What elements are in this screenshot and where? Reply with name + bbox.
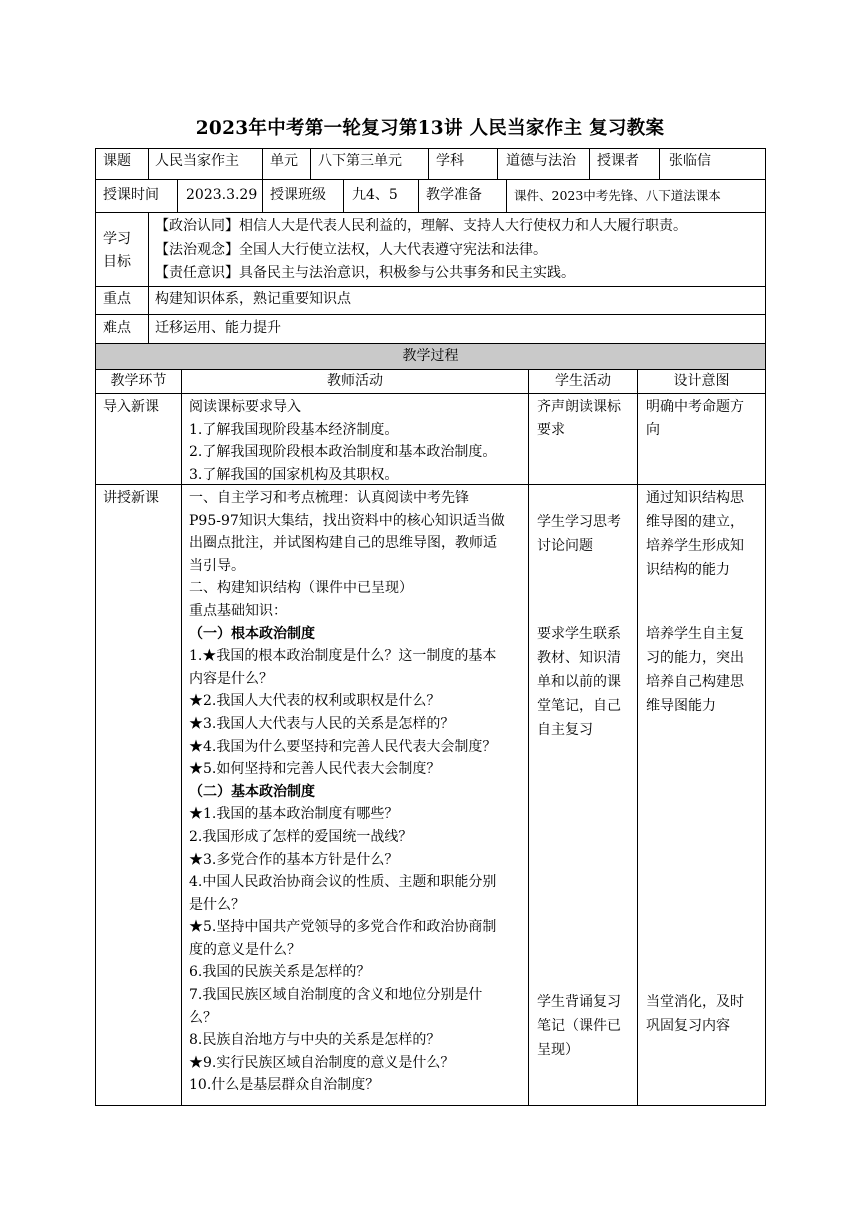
goal-item: 【政治认同】相信人大是代表人民利益的，理解、支持人大行使权力和人大履行职责。 (155, 218, 687, 234)
intent-line: 维导图的建立， (646, 514, 744, 530)
intro-intent-line: 向 (646, 421, 660, 438)
goals-label-line-1: 学习 (103, 231, 131, 247)
intro-student-line: 齐声朗读课标 (537, 399, 621, 415)
lecture-teacher-line: ★5.坚持中国共产党领导的多党合作和政治协商制 (189, 919, 497, 936)
process-banner: 教学过程 (402, 348, 459, 364)
lecture-teacher-line: P95-97知识大集结，找出资料中的核心知识适当做 (189, 512, 505, 529)
student-line: 单和以前的课 (537, 674, 621, 690)
lecture-teacher-line: 二、构建知识结构（课件中已呈现） (189, 580, 413, 597)
student-line: 学生背诵复习 (537, 994, 621, 1010)
section-heading: （二）基本政治制度 (189, 783, 315, 800)
lecture-teacher-line: ★9.实行民族区域自治制度的意义是什么？ (189, 1054, 455, 1071)
goal-item: 【法治观念】全国人大行使立法权，人大代表遵守宪法和法律。 (155, 241, 547, 258)
lecture-student-activity-3 (529, 990, 637, 1062)
intro-teacher-line: 3.了解我国的国家机构及其职权。 (189, 466, 399, 483)
student-line: 学生学习思考 (537, 514, 621, 530)
prep-value: 课件、2023中考先锋、八下道法课本 (514, 188, 721, 203)
difficulty-label: 难点 (103, 320, 131, 336)
lecture-student-activity-1 (529, 510, 637, 558)
intro-intent-line: 明确中考命题方 (646, 399, 744, 415)
lecture-teacher-line: 是什么？ (189, 896, 245, 913)
lecture-teacher-activity (182, 487, 528, 1097)
lecture-teacher-line: 内容是什么？ (189, 670, 273, 687)
intro-teacher-line: 1.了解我国现阶段基本经济制度。 (189, 421, 399, 438)
lecture-teacher-line: 10.什么是基层群众自治制度？ (189, 1077, 380, 1094)
goals-label-line-2: 目标 (103, 253, 131, 270)
lecture-teacher-line: 8.民族自治地方与中央的关系是怎样的？ (189, 1032, 441, 1049)
teacher-value: 张临信 (669, 153, 711, 169)
unit-label: 单元 (270, 153, 298, 169)
lecture-teacher-line: ★1.我国的基本政治制度有哪些？ (189, 806, 399, 823)
lecture-teacher-line: ★2.我国人大代表的权利或职权是什么？ (189, 693, 441, 710)
document-title: 2023年中考第一轮复习第13讲 人民当家作主 复习教案 (195, 118, 665, 139)
lecture-teacher-line: 么？ (189, 1009, 217, 1026)
subject-label: 学科 (436, 153, 464, 169)
class-label: 授课班级 (270, 187, 326, 203)
intent-line: 通过知识结构思 (646, 490, 744, 506)
intent-line: 识结构的能力 (646, 562, 730, 578)
lecture-student-activity-2 (529, 622, 637, 742)
teacher-label: 授课者 (597, 153, 639, 169)
subject-value: 道德与法治 (506, 153, 576, 169)
key-point-text: 构建知识体系，熟记重要知识点 (155, 291, 351, 307)
topic-label: 课题 (103, 153, 131, 169)
lecture-teacher-line: 度的意义是什么？ (189, 941, 301, 958)
column-header: 教师活动 (327, 373, 383, 389)
lecture-teacher-line: ★4.我国为什么要坚持和完善人民代表大会制度？ (189, 738, 497, 755)
intent-line: 习的能力，突出 (646, 650, 744, 666)
intent-line: 培养学生自主复 (646, 626, 744, 642)
section-heading: （一）根本政治制度 (189, 625, 315, 642)
lecture-teacher-line: 1.★我国的根本政治制度是什么？这一制度的基本 (189, 648, 497, 665)
student-line: 堂笔记，自己 (537, 698, 621, 714)
time-label: 授课时间 (103, 187, 159, 203)
intent-line: 培养学生形成知 (646, 538, 744, 554)
goals-list (149, 215, 765, 286)
unit-value: 八下第三单元 (318, 153, 402, 169)
intro-student-activity (529, 396, 637, 441)
lecture-teacher-line: 一、自主学习和考点梳理：认真阅读中考先锋 (189, 490, 469, 506)
lecture-teacher-line: ★5.如何坚持和完善人民代表大会制度？ (189, 761, 441, 778)
topic-value: 人民当家作主 (155, 153, 239, 169)
goals-label (96, 228, 148, 273)
intro-teacher-line: 阅读课标要求导入 (189, 399, 301, 415)
intro-teacher-line: 2.了解我国现阶段根本政治制度和基本政治制度。 (189, 444, 497, 460)
class-value: 九4、5 (352, 187, 398, 203)
intro-student-line: 要求 (537, 421, 565, 438)
intent-line: 维导图能力 (646, 698, 716, 714)
intro-design-intent (638, 396, 765, 441)
lecture-teacher-line: ★3.我国人大代表与人民的关系是怎样的？ (189, 715, 455, 732)
lecture-teacher-line: 当引导。 (189, 557, 245, 574)
goal-item: 【责任意识】具备民主与法治意识，积极参与公共事务和民主实践。 (155, 265, 575, 281)
student-line: 自主复习 (537, 722, 593, 738)
student-line: 笔记（课件已 (537, 1018, 621, 1034)
intro-stage: 导入新课 (103, 399, 159, 415)
lecture-design-intent-2 (638, 622, 765, 718)
lecture-teacher-line: 7.我国民族区域自治制度的含义和地位分别是什 (189, 987, 483, 1004)
intent-line: 巩固复习内容 (646, 1018, 730, 1034)
lecture-teacher-line: 6.我国的民族关系是怎样的？ (189, 964, 371, 981)
intro-teacher-activity (182, 396, 528, 486)
lecture-teacher-line: ★3.多党合作的基本方针是什么？ (189, 851, 399, 868)
intent-line: 培养自己构建思 (646, 674, 744, 690)
lecture-teacher-line: 4.中国人民政治协商会议的性质、主题和职能分别 (189, 874, 497, 891)
column-header: 教学环节 (110, 373, 167, 389)
prep-label: 教学准备 (426, 187, 482, 203)
intent-line: 当堂消化，及时 (646, 994, 744, 1010)
lecture-teacher-line: 重点基础知识： (189, 602, 287, 619)
lecture-design-intent-3 (638, 990, 765, 1038)
lecture-stage: 讲授新课 (103, 490, 159, 506)
difficulty-text: 迁移运用、能力提升 (155, 320, 281, 336)
lecture-teacher-line: 出圈点批注，并试图构建自己的思维导图，教师适 (189, 535, 497, 552)
column-header: 学生活动 (555, 373, 611, 389)
student-line: 讨论问题 (537, 538, 593, 554)
student-line: 教材、知识清 (537, 650, 621, 666)
student-line: 要求学生联系 (537, 626, 621, 642)
key-point-label: 重点 (103, 291, 131, 307)
lecture-teacher-line: 2.我国形成了怎样的爱国统一战线？ (189, 828, 413, 845)
column-header: 设计意图 (673, 373, 730, 389)
time-value: 2023.3.29 (186, 187, 258, 203)
student-line: 呈现） (537, 1042, 579, 1058)
lecture-design-intent-1 (638, 486, 765, 582)
